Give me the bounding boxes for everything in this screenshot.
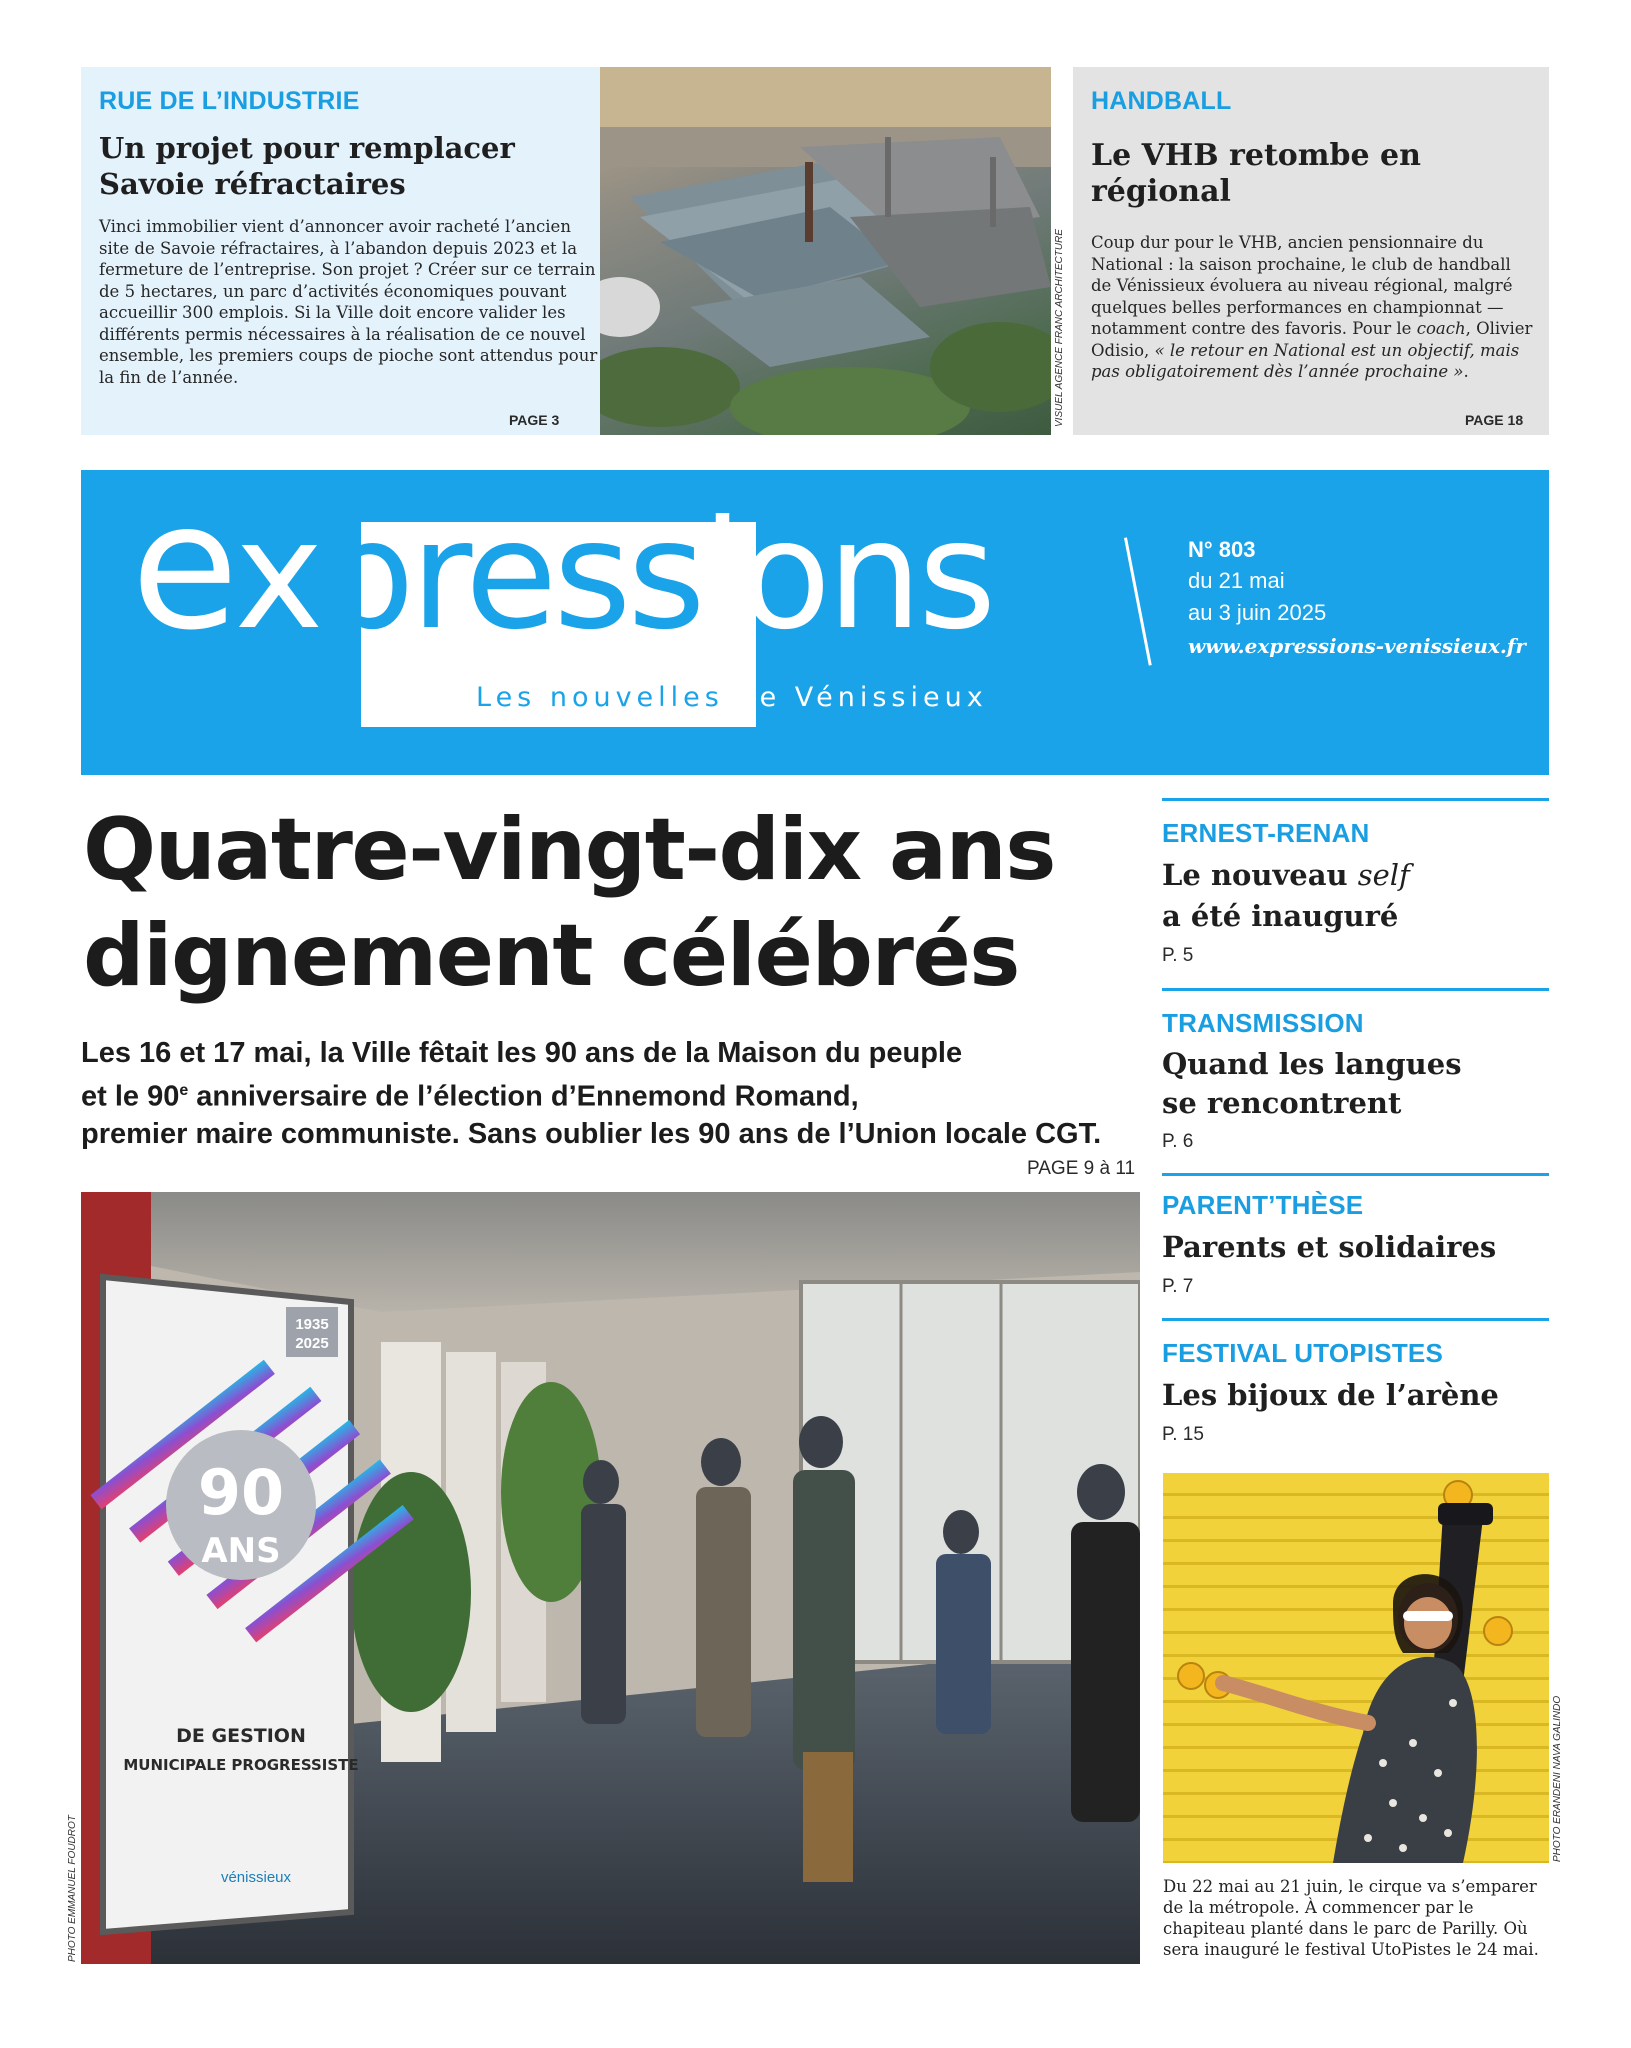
website-link[interactable]: www.expressions-venissieux.fr — [1188, 634, 1526, 658]
teaser-handball[interactable] — [1073, 67, 1549, 435]
section-divider — [1162, 1173, 1549, 1176]
sidebar-kicker: FESTIVAL UTOPISTES — [1162, 1338, 1443, 1368]
body-emphasis: coach — [1416, 319, 1466, 338]
sidebar-title-line — [1162, 855, 1549, 896]
issue-number: N° 803 — [1188, 537, 1256, 562]
standfirst-text: et le 90 — [81, 1080, 180, 1113]
photo-credit: PHOTO EMMANUEL FOUDROT — [67, 1815, 78, 1962]
masthead-divider — [1124, 537, 1152, 665]
sidebar-item-festival-utopistes[interactable] — [1162, 1338, 1549, 1446]
sidebar-item-ernest-renan[interactable] — [1162, 818, 1549, 967]
teaser-title-line: Savoie réfractaires — [99, 167, 406, 201]
teaser-body — [1091, 232, 1536, 383]
tagline-part: Les nouvelles — [476, 682, 738, 713]
teaser-rue-de-l-industrie[interactable] — [81, 67, 1065, 435]
juggler-illustration — [1163, 1473, 1549, 1863]
sidebar-page: P. 7 — [1162, 1276, 1194, 1297]
expressions-logo[interactable] — [131, 466, 993, 669]
poster-line: DE GESTION — [176, 1725, 306, 1747]
title-emphasis: self — [1357, 858, 1410, 892]
teaser-text — [1091, 87, 1536, 383]
sidebar-title-line: Quand les langues — [1162, 1047, 1462, 1081]
sidebar-title — [1162, 855, 1549, 937]
logo-letter: x — [234, 489, 320, 663]
exhibition-illustration — [81, 1192, 1140, 1964]
sidebar-kicker: PARENT’THÈSE — [1162, 1190, 1364, 1220]
sidebar-kicker: TRANSMISSION — [1162, 1008, 1364, 1038]
photo-credit: VISUEL AGENCE FRANC ARCHITECTURE — [1054, 229, 1065, 427]
main-headline[interactable] — [83, 797, 1133, 1009]
aerial-illustration — [600, 67, 1051, 435]
poster-big-word: ANS — [201, 1531, 281, 1571]
chimney — [990, 157, 996, 227]
body-text: , Olivier Odisio, — [1091, 319, 1533, 360]
masthead-tagline — [476, 682, 988, 713]
ordinal-suffix: e — [179, 1082, 189, 1099]
poster-year-top: 1935 — [295, 1316, 329, 1333]
teaser-title[interactable]: Le VHB retombe en régional — [1091, 138, 1421, 209]
body-text: Coup dur pour le VHB, ancien pensionnaire du National : la saison prochaine, le club de handball de Vénissieux évoluera au niveau régional, malgré quelques belles performances en championnat — notamment contre des favoris. Pour le — [1091, 233, 1513, 338]
issue-date: du 21 mai — [1188, 568, 1285, 593]
body-quote: « le retour en National est un objectif, mais pas obligatoirement dès l’année prochaine » — [1091, 340, 1520, 381]
photo-credit: PHOTO ERANDENI NAVA GALINDO — [1552, 1695, 1563, 1862]
sidebar-item-transmission[interactable] — [1162, 1008, 1549, 1153]
teaser-text — [99, 87, 599, 388]
poster-logo-text: vénissieux — [220, 1869, 292, 1886]
sidebar-kicker: ERNEST-RENAN — [1162, 818, 1370, 848]
headline-line: dignement célébrés — [83, 906, 1019, 1006]
sidebar-page: P. 5 — [1162, 945, 1194, 966]
standfirst-line: premier maire communiste. Sans oublier les 90 ans de l’Union locale CGT. — [81, 1117, 1102, 1150]
issue-info — [1188, 534, 1526, 663]
masthead — [81, 466, 1549, 775]
poster-big-number: 90 — [197, 1456, 285, 1529]
page-reference[interactable]: PAGE 9 à 11 — [1027, 1158, 1136, 1179]
sidebar-title-line: a été inauguré — [1162, 899, 1399, 933]
sidebar-title: Les bijoux de l’arène — [1162, 1378, 1499, 1412]
sidebar-title: Parents et solidaires — [1162, 1230, 1497, 1264]
issue-date: au 3 juin 2025 — [1188, 600, 1327, 625]
page-reference[interactable]: PAGE 18 — [1465, 412, 1524, 428]
teaser-body: Vinci immobilier vient d’annoncer avoir racheté l’ancien site de Savoie réfractaires, à l’abandon depuis 2023 et la fermeture de l’entreprise. Son projet ? Créer sur ce terrain de 5 hectares, un parc d’activités économiques pouvant accueillir 300 emplois. Si la Ville doit encore valider les différents permis nécessaires à la réalisation de ce nouvel ensemble, les premiers coups de pioche sont attendus pour la fin de l’année. — [99, 217, 598, 387]
exhibition-photo — [81, 1192, 1140, 1964]
standfirst-text: anniversaire de l’élection d’Ennemond Romand, — [188, 1080, 859, 1113]
sidebar-page: P. 15 — [1162, 1424, 1204, 1445]
teaser-title-line: Un projet pour remplacer — [99, 131, 515, 165]
logo-letters: press — [319, 489, 702, 663]
juggler-photo — [1163, 1473, 1549, 1863]
title-text: Le nouveau — [1162, 858, 1358, 892]
headline-line: Quatre-vingt-dix ans — [83, 800, 1055, 900]
photo-caption: Du 22 mai au 21 juin, le cirque va s’emparer de la métropole. À commencer par le chapiteau planté dans le parc de Parilly. Où sera inauguré le festival UtoPistes le 24 mai. — [1163, 1877, 1539, 1959]
sidebar-page: P. 6 — [1162, 1131, 1194, 1152]
sidebar-item-parent-these[interactable] — [1162, 1190, 1549, 1298]
chimney — [805, 162, 813, 242]
teaser-title[interactable] — [99, 130, 599, 202]
main-standfirst — [81, 1035, 1141, 1153]
teaser-kicker: RUE DE L’INDUSTRIE — [99, 87, 360, 115]
teaser-kicker: HANDBALL — [1091, 87, 1232, 115]
chimney — [885, 137, 891, 217]
logo-letters: ions — [701, 489, 993, 663]
section-divider — [1162, 798, 1549, 801]
page-reference[interactable]: PAGE 3 — [509, 412, 560, 428]
tagline-part: de Vénissieux — [737, 682, 988, 713]
sidebar-title-line: se rencontrent — [1162, 1086, 1402, 1120]
body-text: . — [1463, 362, 1469, 381]
standfirst-line: Les 16 et 17 mai, la Ville fêtait les 90 ans de la Maison du peuple — [81, 1037, 963, 1069]
poster-line: MUNICIPALE PROGRESSISTE — [123, 1756, 359, 1774]
logo-letter: e — [131, 466, 235, 669]
industrial-site-aerial-photo — [600, 67, 1051, 435]
standfirst-line — [81, 1072, 1141, 1116]
sidebar-title — [1162, 1045, 1549, 1123]
poster-year-bottom: 2025 — [295, 1335, 329, 1352]
section-divider — [1162, 1318, 1549, 1321]
section-divider — [1162, 988, 1549, 991]
